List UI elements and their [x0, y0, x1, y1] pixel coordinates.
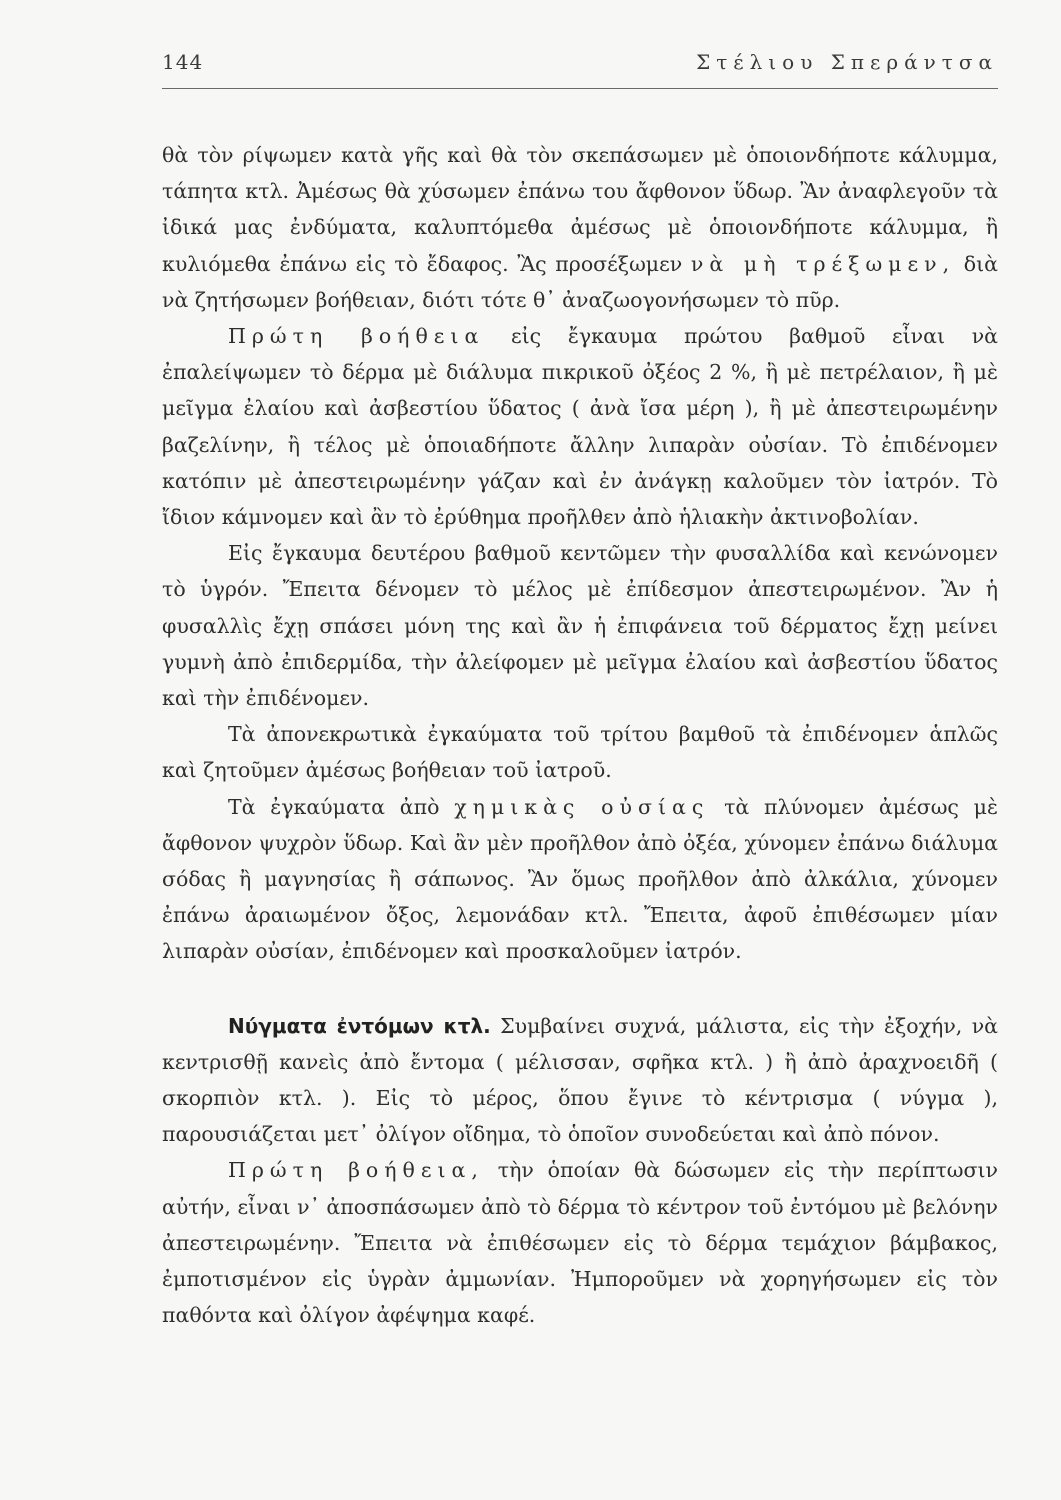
emphasis-chemical: χημικὰς οὐσίας — [454, 794, 710, 819]
paragraph-first-aid-stings: Πρώτη βοήθεια, τὴν ὁποίαν θὰ δώσωμεν εἰς τὴν περίπτωσιν αὐτήν, εἶναι ν᾽ ἀποσπάσωμεν ἀπὸ τὸ δέρμα τὸ κέντρον τοῦ ἐντόμου μὲ βελόνην ἀπεστειρωμένην. Ἔπειτα νὰ ἐπιθέσωμεν εἰς τὸ δέρμα τεμάχιον βάμβακος, ἐμποτισμένον εἰς ὑγρὰν ἀμμωνίαν. Ἠμποροῦμεν νὰ χορηγήσωμεν εἰς τὸν παθόντα καὶ ὀλίγον ἀφέψημα καφέ. — [162, 1158, 998, 1328]
running-title: Στέλιου Σπεράντσα — [696, 50, 998, 74]
body-text — [162, 137, 998, 1334]
section-heading-insect-stings: Νύγματα ἐντόμων κτλ. — [228, 1013, 491, 1038]
emphasis-dont-run: νὰ μὴ τρέξωμεν, — [690, 251, 956, 276]
emphasis-first-aid-2: Πρώτη βοήθεια, — [228, 1158, 484, 1183]
paragraph-insect-stings: Νύγματα ἐντόμων κτλ. Συμβαίνει συχνά, μάλιστα, εἰς τὴν ἐξοχήν, νὰ κεντρισθῇ κανεὶς ἀπὸ ἔντομα ( μέλισσαν, σφῆκα κτλ. ) ἢ ἀπὸ ἀραχνοειδῆ ( σκορπιὸν κτλ. ). Εἰς τὸ μέρος, ὅπου ἔγινε τὸ κέντρισμα ( νύγμα ), παρουσιάζεται μετ᾽ ὀλίγον οἴδημα, τὸ ὁποῖον συνοδεύεται καὶ ἀπὸ πόνον. — [162, 1013, 999, 1147]
paragraph-second-degree: Εἰς ἔγκαυμα δευτέρου βαθμοῦ κεντῶμεν τὴν φυσαλλίδα καὶ κενώνομεν τὸ ὑγρόν. Ἔπειτα δένομεν τὸ μέλος μὲ ἐπίδεσμον ἀπεστειρωμένον. Ἂν ἡ φυσαλλὶς ἔχῃ σπάσει μόνη της καὶ ἂν ἡ ἐπιφάνεια τοῦ δέρματος ἔχῃ μείνει γυμνὴ ἀπὸ ἐπιδερμίδα, τὴν ἀλείφομεν μὲ μεῖγμα ἐλαίου καὶ ἀσβεστίου ὕδατος καὶ τὴν ἐπιδένομεν. — [162, 541, 998, 711]
paragraph-first-aid-burns: Πρώτη βοήθεια εἰς ἔγκαυμα πρώτου βαθμοῦ εἶναι νὰ ἐπαλείψωμεν τὸ δέρμα μὲ διάλυμα πικρικοῦ ὀξέος 2 %, ἢ μὲ πετρέλαιον, ἢ μὲ μεῖγμα ἐλαίου καὶ ἀσβεστίου ὕδατος ( ἀνὰ ἴσα μέρη ), ἢ μὲ ἀπεστειρωμένην βαζελίνην, ἢ τέλος μὲ ὁποιαδήποτε ἄλλην λιπαρὰν οὐσίαν. Τὸ ἐπιδένομεν κατόπιν μὲ ἀπεστειρωμένην γάζαν καὶ ἐν ἀνάγκῃ καλοῦμεν τὸν ἰατρόν. Τὸ ἴδιον κάμνομεν καὶ ἂν τὸ ἐρύθημα προῆλθεν ἀπὸ ἡλιακὴν ἀκτινοβολίαν. — [162, 324, 999, 530]
book-page — [162, 44, 998, 1334]
emphasis-first-aid: Πρώτη βοήθεια — [228, 324, 485, 349]
running-head — [162, 44, 998, 89]
paragraph-third-degree: Τὰ ἀπονεκρωτικὰ ἐγκαύματα τοῦ τρίτου βαμθοῦ τὰ ἐπιδένομεν ἁπλῶς καὶ ζητοῦμεν ἀμέσως βοήθειαν τοῦ ἰατροῦ. — [162, 722, 998, 783]
page-number: 144 — [162, 50, 204, 74]
paragraph-1: θὰ τὸν ρίψωμεν κατὰ γῆς καὶ θὰ τὸν σκεπάσωμεν μὲ ὁποιονδήποτε κάλυμμα, τάπητα κτλ. Ἀμέσως θὰ χύσωμεν ἐπάνω του ἄφθονον ὕδωρ. Ἂν ἀναφλεγοῦν τὰ ἰδικά μας ἐνδύματα, καλυπτόμεθα ἀμέσως μὲ ὁποιονδήποτε κάλυμμα, ἢ κυλιόμεθα ἐπάνω εἰς τὸ ἔδαφος. Ἂς προσέξωμεν νὰ μὴ τρέξωμεν, διὰ νὰ ζητήσωμεν βοήθειαν, διότι τότε θ᾽ ἀναζωογονήσωμεν τὸ πῦρ. — [162, 143, 998, 312]
paragraph-chemical-burns: Τὰ ἐγκαύματα ἀπὸ χημικὰς οὐσίας τὰ πλύνομεν ἀμέσως μὲ ἄφθονον ψυχρὸν ὕδωρ. Καὶ ἂν μὲν προῆλθον ἀπὸ ὀξέα, χύνομεν ἐπάνω διάλυμα σόδας ἢ μαγνησίας ἢ σάπωνος. Ἂν ὅμως προῆλθον ἀπὸ ἀλκάλια, χύνομεν ἐπάνω ἀραιωμένον ὄξος, λεμονάδαν κτλ. Ἔπειτα, ἀφοῦ ἐπιθέσωμεν μίαν λιπαρὰν οὐσίαν, ἐπιδένομεν καὶ προσκαλοῦμεν ἰατρόν. — [162, 794, 998, 964]
